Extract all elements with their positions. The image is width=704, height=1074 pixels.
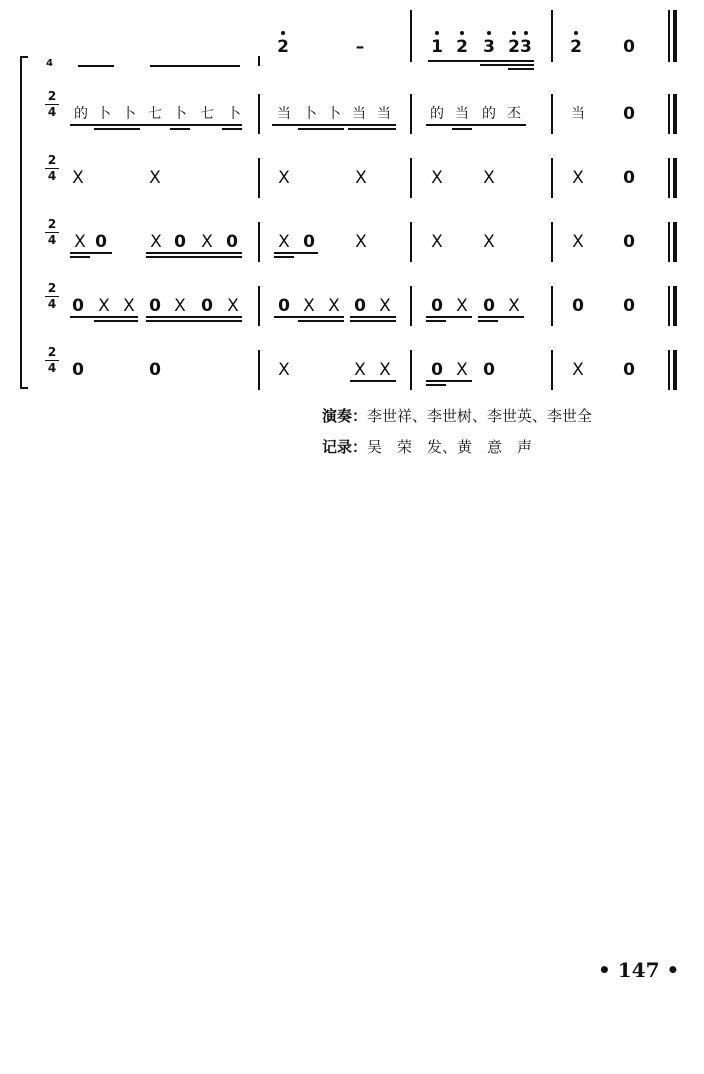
note: X (149, 168, 161, 188)
barline (410, 350, 412, 390)
note: 卜 (327, 106, 341, 122)
beam-underline (426, 384, 446, 386)
beam-underline (94, 128, 140, 130)
note: 2 (570, 37, 582, 57)
beam-underline (272, 124, 396, 126)
beam-underline (70, 256, 90, 258)
final-barline-thick (673, 94, 677, 134)
note: X (278, 232, 290, 252)
time-signature: 2 4 (44, 346, 60, 375)
octave-dot (487, 31, 491, 35)
note: 0 (431, 296, 443, 316)
recorders-label: 记录： (322, 438, 368, 456)
note: 七 (200, 106, 214, 122)
note: X (98, 296, 110, 316)
final-barline-thin (668, 286, 670, 326)
beam-underline (146, 256, 242, 258)
note: 0 (149, 296, 161, 316)
beam-underline (350, 316, 396, 318)
note: X (483, 168, 495, 188)
beam-underline (170, 128, 190, 130)
beam-underline (274, 256, 294, 258)
barline (410, 10, 412, 62)
beam-underline (70, 252, 112, 254)
note: X (572, 232, 584, 252)
barline (410, 222, 412, 262)
time-signature: 2 4 (44, 218, 60, 247)
note: X (456, 360, 468, 380)
beam-underline (478, 320, 498, 322)
beam-underline (426, 124, 526, 126)
octave-dot (524, 31, 528, 35)
note: 当 (571, 106, 585, 122)
barline (258, 350, 260, 390)
note: X (278, 168, 290, 188)
beam-underline (70, 124, 242, 126)
note: 0 (201, 296, 213, 316)
octave-dot (512, 31, 516, 35)
note: X (123, 296, 135, 316)
time-signature: 2 4 (44, 154, 60, 183)
note: 当 (377, 106, 391, 122)
cut-off-rest-line (150, 65, 240, 67)
note: 当 (277, 106, 291, 122)
note: X (201, 232, 213, 252)
beam-underline (426, 316, 472, 318)
note: 0 (623, 360, 635, 380)
octave-dot (435, 31, 439, 35)
note: 2 (277, 37, 289, 57)
note: 3 (483, 37, 495, 57)
barline (258, 158, 260, 198)
cut-off-rest-line (78, 65, 114, 67)
beam-underline (426, 320, 446, 322)
beam-underline (428, 60, 534, 62)
melody-partial-row (0, 28, 704, 68)
beam-underline (348, 128, 396, 130)
beam-underline (480, 64, 534, 66)
beam-underline (298, 320, 344, 322)
note: X (431, 232, 443, 252)
note: X (355, 168, 367, 188)
note: 0 (95, 232, 107, 252)
note: 2 (456, 37, 468, 57)
note: 0 (72, 360, 84, 380)
barline (410, 286, 412, 326)
note: 0 (572, 296, 584, 316)
barline (551, 286, 553, 326)
note: X (431, 168, 443, 188)
note: X (379, 296, 391, 316)
beam-underline (222, 128, 242, 130)
note: 的 (430, 106, 444, 122)
note: X (572, 360, 584, 380)
note: 23 (508, 37, 532, 57)
page-number: • 147 • (598, 958, 680, 982)
beam-underline (274, 316, 344, 318)
note: 0 (623, 296, 635, 316)
note: X (72, 168, 84, 188)
barline (258, 56, 260, 66)
note: 0 (483, 296, 495, 316)
final-barline-thin (668, 222, 670, 262)
note: X (150, 232, 162, 252)
barline (258, 222, 260, 262)
note: X (508, 296, 520, 316)
final-barline-thick (673, 286, 677, 326)
note: 的 (482, 106, 496, 122)
note: X (227, 296, 239, 316)
note: X (74, 232, 86, 252)
final-barline-thick (673, 222, 677, 262)
barline (551, 350, 553, 390)
note: 0 (623, 104, 635, 124)
note: X (483, 232, 495, 252)
final-barline-thin (668, 10, 670, 62)
note: 0 (354, 296, 366, 316)
beam-underline (146, 316, 242, 318)
percussion-row-5 (0, 345, 704, 390)
beam-underline (478, 316, 524, 318)
cut-off-4: 4 (46, 58, 53, 69)
performers-label: 演奏： (322, 407, 368, 425)
beam-underline (298, 128, 344, 130)
final-barline-thick (673, 158, 677, 198)
octave-dot (574, 31, 578, 35)
note: X (572, 168, 584, 188)
note: 卜 (173, 106, 187, 122)
note: 的 (74, 106, 88, 122)
barline (551, 10, 553, 62)
note: 0 (431, 360, 443, 380)
note: 卜 (227, 106, 241, 122)
note: 0 (72, 296, 84, 316)
recorders-names: 吴 荣 发、黄 意 声 (367, 438, 533, 456)
note: 0 (278, 296, 290, 316)
percussion-row-2 (0, 153, 704, 198)
barline (551, 222, 553, 262)
beam-underline (146, 320, 242, 322)
note: 0 (623, 37, 635, 57)
beam-underline (274, 252, 318, 254)
performers-credit (322, 405, 592, 426)
final-barline-thick (673, 350, 677, 390)
octave-dot (281, 31, 285, 35)
note: X (303, 296, 315, 316)
time-signature: 2 4 (44, 90, 60, 119)
beam-underline (350, 380, 396, 382)
percussion-row-4 (0, 281, 704, 326)
final-barline-thin (668, 94, 670, 134)
barline (551, 94, 553, 134)
note: 0 (226, 232, 238, 252)
note: X (456, 296, 468, 316)
note: 当 (352, 106, 366, 122)
note: 卜 (122, 106, 136, 122)
beam-underline (146, 252, 242, 254)
octave-dot (460, 31, 464, 35)
barline (410, 94, 412, 134)
note: 0 (174, 232, 186, 252)
note: 0 (483, 360, 495, 380)
barline (410, 158, 412, 198)
note: 1 (431, 37, 443, 57)
note: X (174, 296, 186, 316)
note: X (379, 360, 391, 380)
final-barline-thick (673, 10, 677, 62)
beam-underline (426, 380, 472, 382)
barline (258, 94, 260, 134)
note: 七 (148, 106, 162, 122)
percussion-row-1 (0, 89, 704, 134)
beam-underline (70, 316, 138, 318)
note: X (278, 360, 290, 380)
note: 卜 (97, 106, 111, 122)
beam-underline (94, 320, 138, 322)
recorders-credit (322, 436, 532, 457)
note: X (328, 296, 340, 316)
final-barline-thin (668, 158, 670, 198)
barline (551, 158, 553, 198)
note: 当 (455, 106, 469, 122)
performers-names: 李世祥、李世树、李世英、李世全 (367, 407, 593, 425)
note: 0 (623, 232, 635, 252)
note: 0 (149, 360, 161, 380)
barline (258, 286, 260, 326)
beam-underline (508, 68, 534, 70)
note: 丕 (507, 106, 521, 122)
note: X (354, 360, 366, 380)
beam-underline (350, 320, 396, 322)
percussion-row-3 (0, 217, 704, 262)
time-signature: 2 4 (44, 282, 60, 311)
note: 0 (303, 232, 315, 252)
note: 卜 (303, 106, 317, 122)
final-barline-thin (668, 350, 670, 390)
note: 0 (623, 168, 635, 188)
beam-underline (452, 128, 472, 130)
note: – (355, 37, 365, 57)
note: X (355, 232, 367, 252)
